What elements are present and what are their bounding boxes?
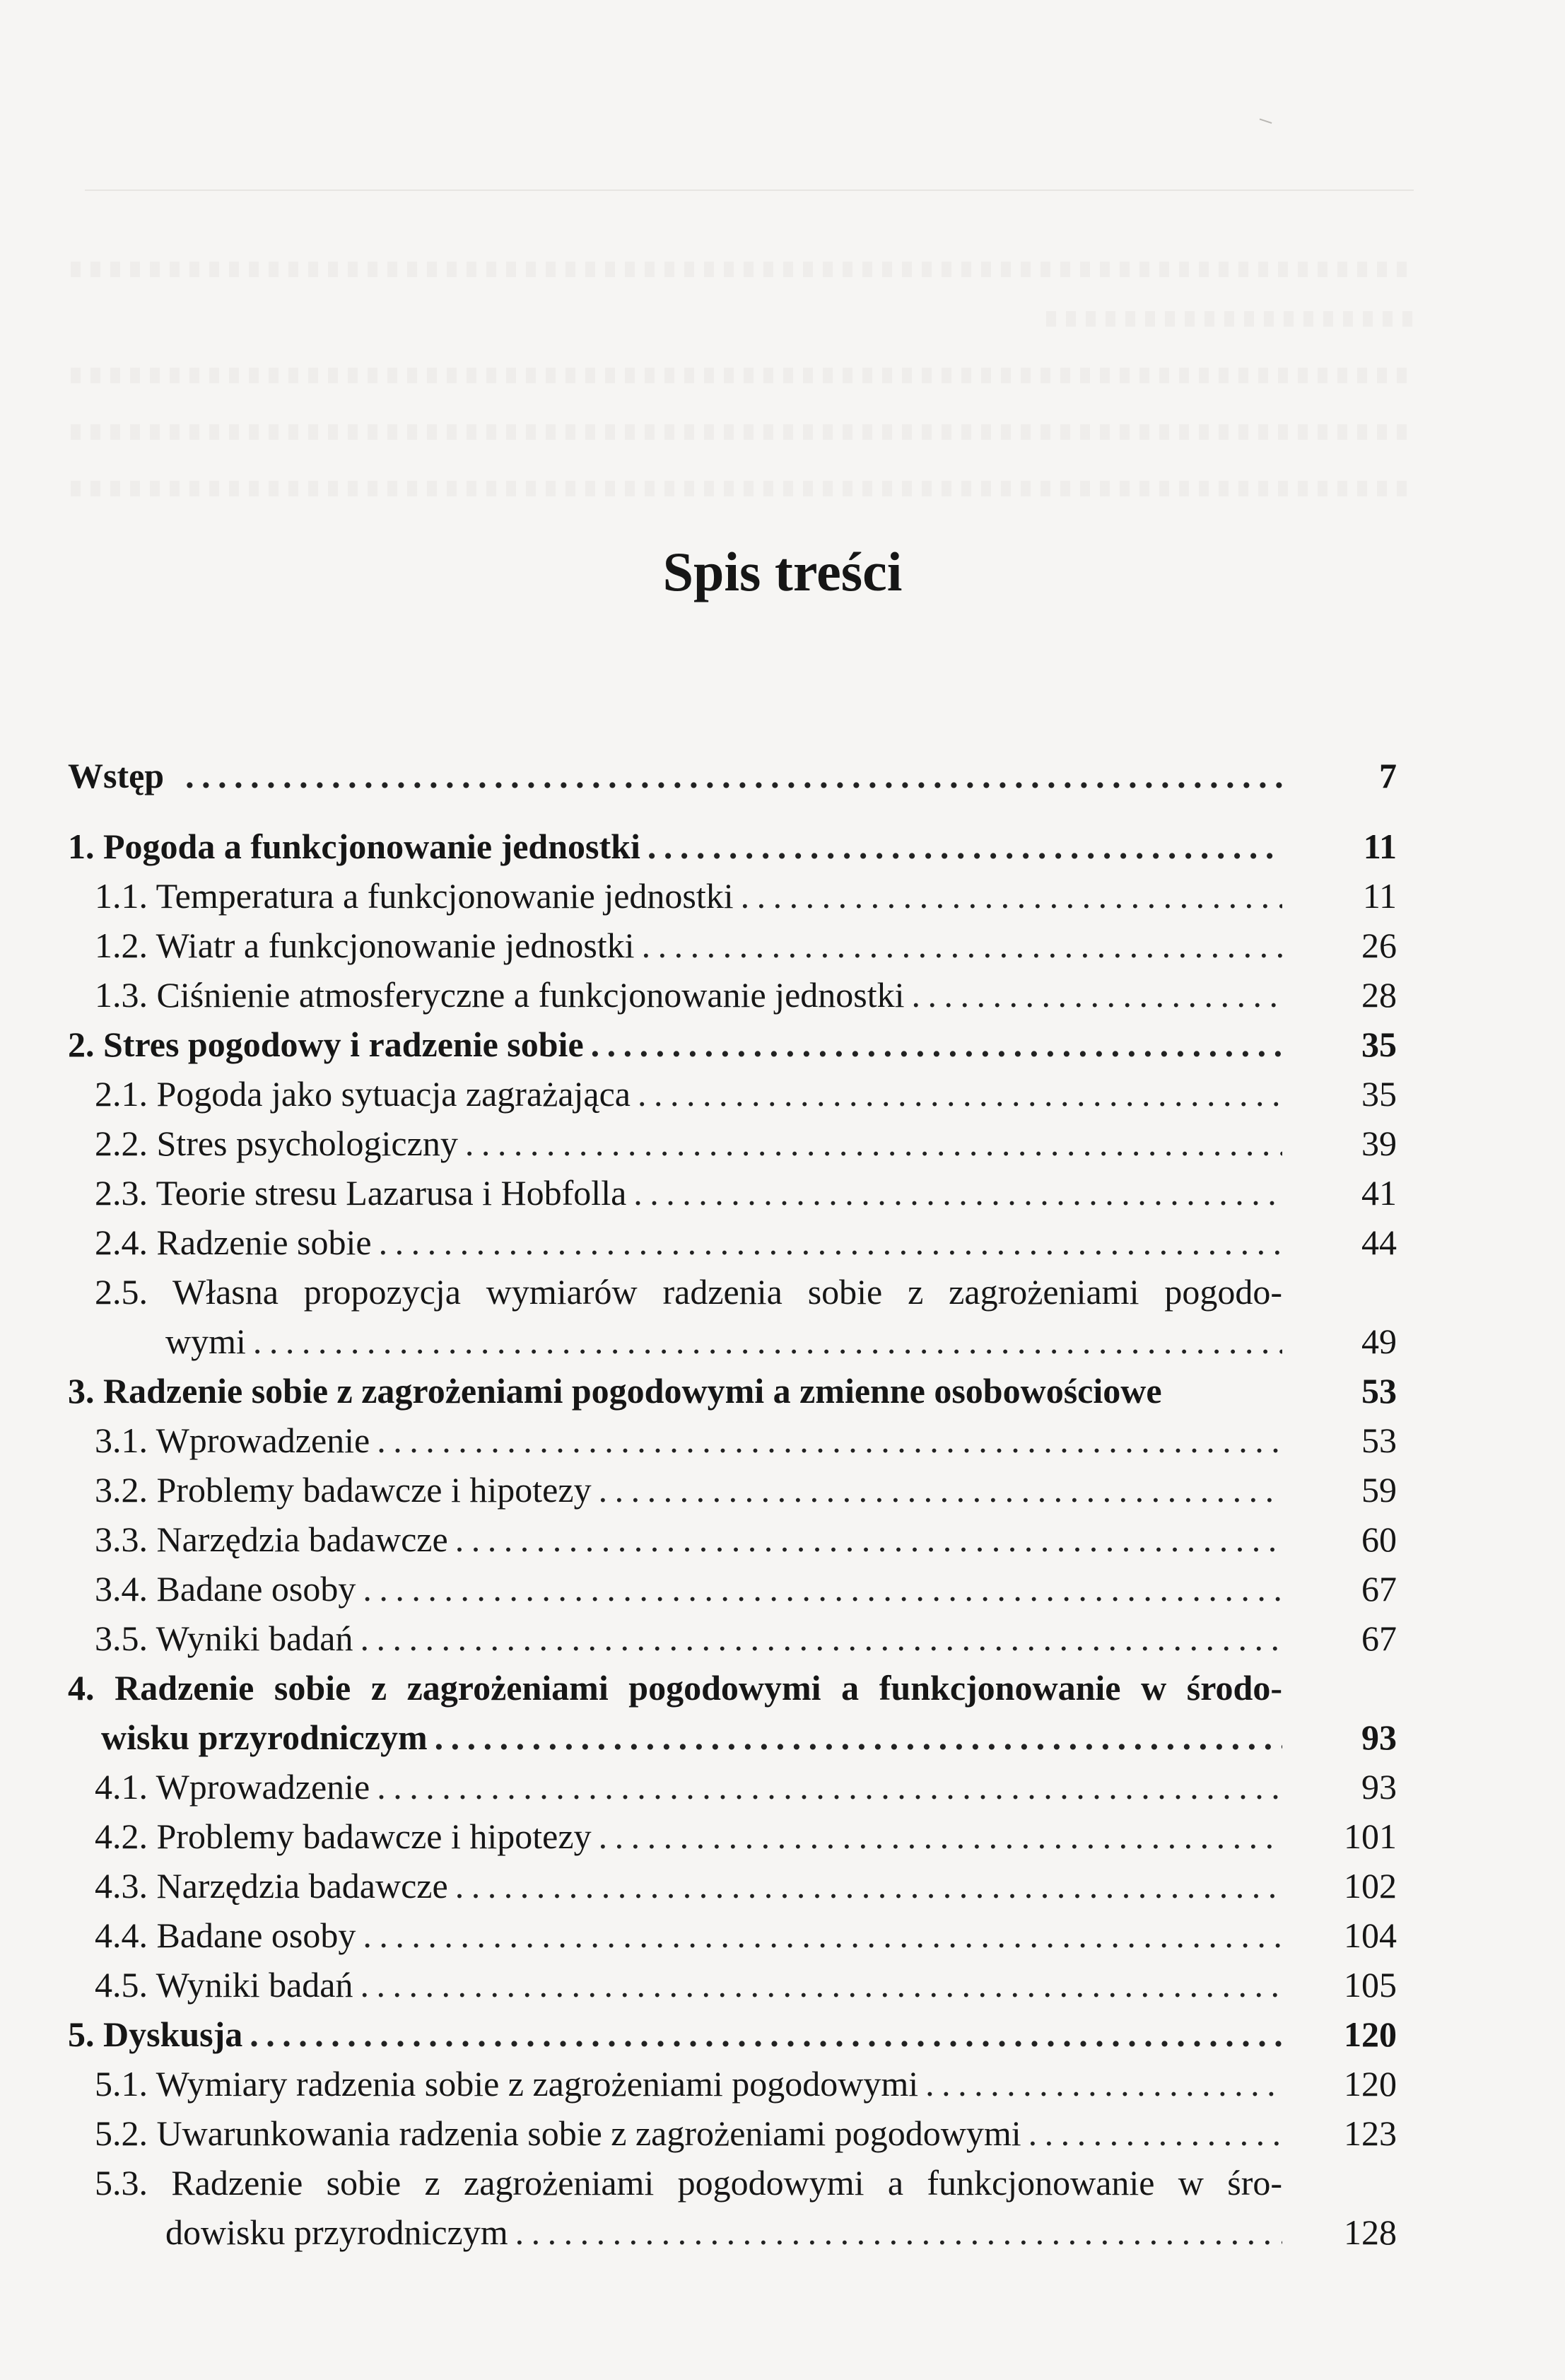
dot-leader	[455, 1515, 1282, 1564]
toc-entry-number: 1.	[68, 827, 95, 866]
toc-page-number: 60	[1361, 1519, 1397, 1559]
toc-page-number: 104	[1344, 1915, 1397, 1955]
toc-section-2-5[interactable]	[68, 1267, 1397, 1366]
toc-entry-number: 4.	[68, 1668, 95, 1708]
dot-leader	[741, 871, 1282, 921]
toc-entry-number: 2.2.	[95, 1124, 148, 1163]
bleed-through-line	[71, 424, 1414, 440]
dot-leader	[599, 1812, 1282, 1861]
toc-section-5-3[interactable]	[68, 2158, 1397, 2257]
toc-entry-title: Radzenie sobie z zagrożeniami pogodowymi a funkcjonowanie w śro-	[171, 2163, 1283, 2203]
toc-line-wrapped	[68, 1663, 1397, 1713]
toc-line	[95, 1515, 1397, 1564]
toc-entry-number: 2.1.	[95, 1074, 148, 1114]
dot-leader	[185, 751, 1282, 800]
toc-line	[95, 1218, 1397, 1267]
toc-entry-title: Pogoda a funkcjonowanie jednostki	[103, 827, 640, 866]
toc-entry-label: Wstęp	[68, 756, 165, 795]
dot-leader	[363, 1564, 1282, 1614]
dot-leader	[363, 1911, 1282, 1960]
page-title: Spis treści	[662, 541, 903, 602]
toc-page-number: 67	[1361, 1618, 1397, 1658]
toc-entry-title: Problemy badawcze i hipotezy	[156, 1816, 592, 1856]
toc-page-number: 67	[1361, 1569, 1397, 1609]
dot-leader	[253, 1317, 1282, 1366]
toc-entry-number: 4.5.	[95, 1965, 148, 2005]
toc-entry-label	[95, 1465, 592, 1515]
toc-entry-introduction[interactable]	[68, 751, 1397, 800]
toc-entry-title: Wyniki badań	[156, 1618, 353, 1658]
toc-entry-label	[68, 1366, 1162, 1416]
toc-chapter-2[interactable]	[68, 1020, 1397, 1069]
toc-chapter-4[interactable]	[68, 1663, 1397, 1762]
toc-page-number: 11	[1363, 827, 1397, 866]
toc-entry-title: Wymiary radzenia sobie z zagrożeniami pogodowymi	[156, 2064, 919, 2104]
dot-leader	[599, 1465, 1282, 1515]
toc-entry-number: 1.2.	[95, 926, 148, 965]
toc-entry-title: Badane osoby	[156, 1569, 356, 1609]
toc-line	[95, 1911, 1397, 1960]
toc-entry-label	[95, 1960, 353, 2009]
toc-entry-title: Wyniki badań	[156, 1965, 353, 2005]
dot-leader	[638, 1069, 1282, 1119]
toc-line	[95, 1465, 1397, 1515]
toc-entry-label	[95, 1762, 370, 1812]
toc-entry-label	[68, 2009, 242, 2059]
toc-entry-label	[95, 921, 635, 970]
toc-line	[68, 1366, 1397, 1416]
dot-leader	[515, 2207, 1282, 2257]
toc-page-number: 120	[1344, 2014, 1397, 2054]
toc-entry-number: 5.1.	[95, 2064, 148, 2104]
toc-line-wrapped	[95, 2158, 1397, 2207]
toc-entry-label	[95, 871, 734, 921]
toc-entry-label	[95, 1416, 370, 1465]
toc-page-number: 93	[1361, 1717, 1397, 1757]
toc-section-4-2[interactable]	[68, 1812, 1397, 1861]
toc-entry-label	[95, 1168, 626, 1218]
toc-entry-title: Wprowadzenie	[156, 1767, 370, 1807]
toc-entry-number: 4.4.	[95, 1915, 148, 1955]
toc-line	[68, 751, 1397, 800]
toc-entry-title: Wprowadzenie	[156, 1421, 370, 1460]
toc-page-number: 49	[1361, 1322, 1397, 1361]
toc-entry-label	[95, 1515, 448, 1564]
toc-section-3-5[interactable]	[68, 1614, 1397, 1663]
toc-line	[95, 1762, 1397, 1812]
toc-entry-title: Własna propozycja wymiarów radzenia sobie z zagrożeniami pogodo-	[172, 1272, 1282, 1312]
toc-entry-title: Narzędzia badawcze	[156, 1866, 448, 1906]
toc-entry-title: Dyskusja	[103, 2014, 243, 2054]
toc-section-2-2[interactable]	[68, 1119, 1397, 1168]
toc-entry-label	[95, 1614, 353, 1663]
toc-line	[95, 1317, 1397, 1366]
toc-section-2-3[interactable]	[68, 1168, 1397, 1218]
toc-page-number: 35	[1361, 1025, 1397, 1064]
toc-entry-number: 2.	[68, 1025, 95, 1064]
toc-entry-label	[95, 1911, 356, 1960]
toc-line	[95, 1960, 1397, 2009]
toc-line	[95, 1861, 1397, 1911]
toc-entry-number: 5.3.	[95, 2163, 148, 2203]
toc-entry-title-continued: dowisku przyrodniczym	[165, 2212, 508, 2252]
toc-entry-number: 2.4.	[95, 1223, 148, 1262]
toc-entry-title: Badane osoby	[156, 1915, 356, 1955]
toc-section-1-3[interactable]	[68, 970, 1397, 1020]
toc-line	[95, 2059, 1397, 2108]
toc-page-number: 59	[1361, 1470, 1397, 1510]
toc-entry-title: Stres psychologiczny	[156, 1124, 458, 1163]
toc-section-4-1[interactable]	[68, 1762, 1397, 1812]
toc-entry-title-continued: wisku przyrodniczym	[101, 1717, 428, 1757]
table-of-contents	[68, 751, 1397, 2257]
bleed-through-line	[71, 481, 1414, 496]
toc-line	[95, 1812, 1397, 1861]
toc-line	[68, 2009, 1397, 2059]
toc-page-number: 53	[1361, 1421, 1397, 1460]
toc-line	[95, 871, 1397, 921]
toc-entry-label	[95, 1564, 356, 1614]
toc-line	[95, 1119, 1397, 1168]
toc-page-number: 93	[1361, 1767, 1397, 1807]
toc-entry-label	[95, 1069, 631, 1119]
dot-leader	[1028, 2108, 1282, 2158]
toc-page-number: 128	[1344, 2212, 1397, 2252]
dot-leader	[465, 1119, 1282, 1168]
toc-entry-label	[68, 822, 640, 871]
toc-section-1-1[interactable]	[68, 871, 1397, 921]
toc-entry-number: 3.2.	[95, 1470, 148, 1510]
toc-entry-number: 5.	[68, 2014, 95, 2054]
dot-leader	[377, 1416, 1282, 1465]
toc-entry-title: Uwarunkowania radzenia sobie z zagrożeniami pogodowymi	[156, 2113, 1021, 2153]
toc-entry-number: 4.3.	[95, 1866, 148, 1906]
toc-line	[68, 1713, 1397, 1762]
toc-page-number: 44	[1361, 1223, 1397, 1262]
dot-leader	[633, 1168, 1282, 1218]
toc-page-number: 120	[1344, 2064, 1397, 2104]
toc-line	[68, 822, 1397, 871]
toc-page-number: 28	[1361, 975, 1397, 1015]
dot-leader	[379, 1218, 1282, 1267]
toc-line	[95, 921, 1397, 970]
toc-section-4-3[interactable]	[68, 1861, 1397, 1911]
toc-entry-number: 1.3.	[95, 975, 148, 1015]
toc-section-3-1[interactable]	[68, 1416, 1397, 1465]
toc-entry-label	[95, 1861, 448, 1911]
toc-entry-number: 3.1.	[95, 1421, 148, 1460]
toc-entry-title: Teorie stresu Lazarusa i Hobfolla	[156, 1173, 627, 1213]
bleed-through-line	[71, 368, 1414, 383]
toc-entry-title: Pogoda jako sytuacja zagrażająca	[156, 1074, 631, 1114]
dot-leader	[925, 2059, 1282, 2108]
toc-line	[95, 1564, 1397, 1614]
toc-section-1-2[interactable]	[68, 921, 1397, 970]
toc-entry-title-continued: wymi	[165, 1322, 246, 1361]
toc-page-number: 26	[1361, 926, 1397, 965]
toc-entry-number: 5.2.	[95, 2113, 148, 2153]
toc-page-number: 11	[1362, 876, 1397, 916]
toc-page-number: 105	[1344, 1965, 1397, 2005]
stray-mark	[1258, 119, 1272, 131]
toc-page-number: 102	[1344, 1866, 1397, 1906]
toc-section-2-1[interactable]	[68, 1069, 1397, 1119]
toc-entry-label	[68, 1020, 584, 1069]
toc-entry-title: Problemy badawcze i hipotezy	[156, 1470, 592, 1510]
toc-chapter-3[interactable]	[68, 1366, 1397, 1416]
toc-page-number: 123	[1344, 2113, 1397, 2153]
toc-entry-label	[95, 1812, 592, 1861]
toc-chapter-5[interactable]	[68, 2009, 1397, 2059]
toc-entry-title: Temperatura a funkcjonowanie jednostki	[156, 876, 734, 916]
dot-leader	[647, 822, 1282, 871]
toc-section-3-4[interactable]	[68, 1564, 1397, 1614]
toc-entry-number: 3.4.	[95, 1569, 148, 1609]
toc-entry-label	[95, 1119, 458, 1168]
toc-entry-number: 2.3.	[95, 1173, 148, 1213]
toc-line	[95, 1069, 1397, 1119]
toc-section-5-1[interactable]	[68, 2059, 1397, 2108]
toc-section-3-3[interactable]	[68, 1515, 1397, 1564]
toc-page-number: 35	[1361, 1074, 1397, 1114]
toc-entry-label	[95, 2108, 1021, 2158]
toc-entry-title: Wiatr a funkcjonowanie jednostki	[156, 926, 635, 965]
toc-entry-number: 2.5.	[95, 1272, 148, 1312]
dot-leader	[912, 970, 1282, 1020]
toc-line	[95, 1614, 1397, 1663]
toc-entry-number: 3.5.	[95, 1618, 148, 1658]
dot-leader	[435, 1713, 1282, 1762]
bleed-through-line	[71, 262, 1414, 277]
toc-entry-title: Stres pogodowy i radzenie sobie	[103, 1025, 584, 1064]
toc-page-number: 53	[1361, 1371, 1397, 1411]
toc-line	[95, 2207, 1397, 2257]
toc-entry-title: Radzenie sobie z zagrożeniami pogodowymi a zmienne osobowościowe	[103, 1371, 1162, 1411]
toc-page-number: 39	[1361, 1124, 1397, 1163]
toc-section-2-4[interactable]	[68, 1218, 1397, 1267]
toc-entry-label	[95, 2059, 918, 2108]
toc-entry-title: Radzenie sobie	[156, 1223, 372, 1262]
toc-entry-number: 3.3.	[95, 1519, 148, 1559]
toc-page-number: 41	[1361, 1173, 1397, 1213]
toc-line	[68, 1020, 1397, 1069]
bleed-through-background	[0, 0, 1565, 537]
toc-entry-number: 3.	[68, 1371, 95, 1411]
toc-line	[95, 970, 1397, 1020]
toc-line	[95, 1168, 1397, 1218]
toc-section-3-2[interactable]	[68, 1465, 1397, 1515]
toc-page-number: 101	[1344, 1816, 1397, 1856]
dot-leader	[360, 1960, 1282, 2009]
toc-entry-number: 4.1.	[95, 1767, 148, 1807]
toc-entry-title: Ciśnienie atmosferyczne a funkcjonowanie jednostki	[156, 975, 905, 1015]
dot-leader	[455, 1861, 1282, 1911]
bleed-through-line	[1046, 311, 1414, 327]
bleed-through-rule	[85, 189, 1414, 191]
dot-leader	[591, 1020, 1282, 1069]
dot-leader	[360, 1614, 1282, 1663]
toc-entry-number: 4.2.	[95, 1816, 148, 1856]
toc-section-4-5[interactable]	[68, 1960, 1397, 2009]
toc-line	[95, 1416, 1397, 1465]
toc-section-4-4[interactable]	[68, 1911, 1397, 1960]
toc-section-5-2[interactable]	[68, 2108, 1397, 2158]
toc-entry-label	[95, 1218, 372, 1267]
dot-leader	[642, 921, 1282, 970]
dot-leader	[377, 1762, 1282, 1812]
toc-entry-number: 1.1.	[95, 876, 148, 916]
toc-entry-title: Radzenie sobie z zagrożeniami pogodowymi a funkcjonowanie w środo-	[115, 1668, 1282, 1708]
toc-chapter-1[interactable]	[68, 822, 1397, 871]
dot-leader	[250, 2009, 1282, 2059]
toc-line-wrapped	[95, 1267, 1397, 1317]
toc-entry-label	[95, 970, 905, 1020]
toc-line	[95, 2108, 1397, 2158]
toc-entry-title: Narzędzia badawcze	[156, 1519, 448, 1559]
toc-page-number: 7	[1379, 756, 1397, 795]
